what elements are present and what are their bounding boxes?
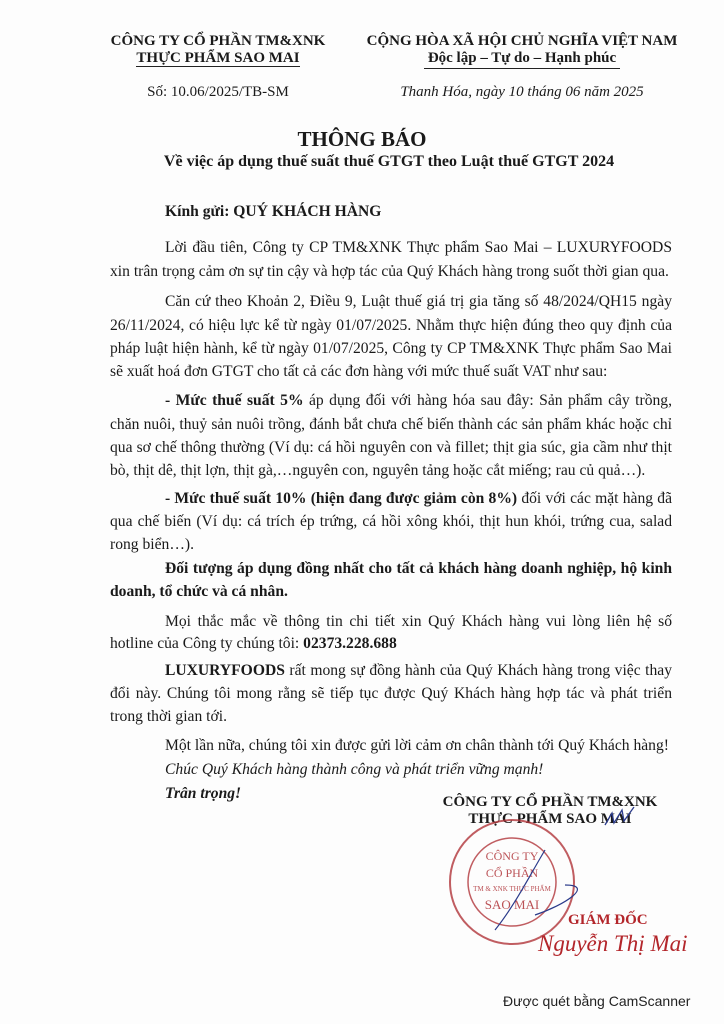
company-stamp bbox=[445, 815, 580, 950]
company-line2-text: THỰC PHẨM SAO MAI bbox=[136, 50, 300, 66]
stamp-text: TM & XNK THỰC PHẨM bbox=[473, 885, 551, 893]
paragraph-1-line: Lời đầu tiên, Công ty CP TM&XNK Thực phẩm Sao Mai – LUXURYFOODS bbox=[165, 239, 672, 256]
company-line2 bbox=[100, 50, 336, 67]
signer-position: GIÁM ĐỐC bbox=[568, 912, 648, 928]
paragraph-3-line bbox=[165, 391, 672, 411]
closing: Trân trọng! bbox=[165, 785, 242, 802]
signer-name: Nguyễn Thị Mai bbox=[538, 931, 688, 956]
paragraph-2-line: Căn cứ theo Khoản 2, Điều 9, Luật thuế giá trị gia tăng số 48/2024/QH15 ngày bbox=[165, 293, 672, 310]
paragraph-3-line: bò, thịt dê, thịt lợn, thịt gà,…nguyên con, nguyên tảng hoặc cắt miếng; rau củ quả…). bbox=[110, 462, 646, 479]
paragraph-5-line: doanh, tổ chức và cá nhân. bbox=[110, 583, 288, 600]
paragraph-7-text: rất mong sự đồng hành của Quý Khách hàng trong việc thay bbox=[284, 662, 672, 679]
salutation-recipient: QUÝ KHÁCH HÀNG bbox=[233, 203, 382, 220]
paragraph-2-line: pháp luật hiện hành, kể từ ngày 01/07/2025, Công ty CP TM&XNK Thực phẩm Sao Mai bbox=[110, 340, 672, 357]
camscanner-note: Được quét bằng CamScanner bbox=[503, 993, 691, 1009]
rate-5-label: - Mức thuế suất 5% bbox=[165, 392, 304, 409]
place-date: Thanh Hóa, ngày 10 tháng 06 năm 2025 bbox=[400, 84, 644, 100]
company-name bbox=[100, 33, 336, 67]
paragraph-2-line: 26/11/2024, có hiệu lực kể từ ngày 01/07/2025. Nhằm thực hiện đúng theo quy định của bbox=[110, 317, 672, 334]
paragraph-1-line: xin trân trọng cảm ơn sự tin cậy và hợp tác của Quý Khách hàng trong suốt thời gian qua. bbox=[110, 263, 669, 280]
paragraph-4-text: đối với các mặt hàng đã bbox=[517, 490, 672, 507]
nation-line2 bbox=[352, 50, 692, 67]
paragraph-4-line: qua chế biến (Ví dụ: cá trích ép trứng, cá hồi xông khói, thịt hun khói, trứng cua, salad bbox=[110, 513, 672, 530]
paragraph-4-line: rong biển…). bbox=[110, 536, 195, 553]
paragraph-7-line: đổi này. Chúng tôi mong rằng sẽ tiếp tục được Quý Khách hàng hợp tác và phát triển bbox=[110, 685, 672, 702]
paragraph-8: Một lần nữa, chúng tôi xin được gửi lời cảm ơn chân thành tới Quý Khách hàng! bbox=[165, 737, 669, 754]
brand-name: LUXURYFOODS bbox=[165, 662, 285, 679]
paragraph-6-text: hotline của Công ty chúng tôi: bbox=[110, 635, 304, 652]
paragraph-5-line: Đối tượng áp dụng đồng nhất cho tất cả khách hàng doanh nghiệp, hộ kinh bbox=[165, 560, 672, 577]
stamp-text: CỔ PHẦN bbox=[485, 866, 539, 880]
salutation-label: Kính gửi: bbox=[165, 203, 234, 220]
paragraph-7-line: trong thời gian tới. bbox=[110, 708, 227, 725]
document-number: Số: 10.06/2025/TB-SM bbox=[147, 84, 289, 100]
paragraph-9-wish: Chúc Quý Khách hàng thành công và phát triển vững mạnh! bbox=[165, 761, 544, 778]
document-subtitle: Về việc áp dụng thuế suất thuế GTGT theo Luật thuế GTGT 2024 bbox=[163, 153, 615, 170]
paragraph-6-line bbox=[110, 634, 672, 654]
paragraph-3-text: áp dụng đối với hàng hóa sau đây: Sản phẩm cây trồng, bbox=[303, 392, 672, 409]
paragraph-3-line: qua sơ chế thông thường (Ví dụ: cá hồi nguyên con và fillet; thịt gia súc, gia cầm như thịt bbox=[110, 439, 672, 456]
rate-10-label: - Mức thuế suất 10% (hiện đang được giảm còn 8%) bbox=[165, 490, 518, 507]
initial-mark bbox=[600, 805, 640, 830]
paragraph-2-line: sẽ xuất hoá đơn GTGT cho tất cả các đơn hàng với mức thuế suất VAT như sau: bbox=[110, 363, 608, 380]
nation-line2-text: Độc lập – Tự do – Hạnh phúc bbox=[424, 50, 620, 69]
stamp-text: SAO MAI bbox=[484, 897, 540, 912]
stamp-text: CÔNG TY bbox=[485, 849, 539, 863]
paragraph-7-line bbox=[165, 661, 672, 681]
company-line1: CÔNG TY CỔ PHẦN TM&XNK bbox=[110, 33, 326, 49]
signature-company-line2: THỰC PHẨM SAO MAI bbox=[468, 811, 632, 827]
signature-company-line1: CÔNG TY CỔ PHẦN TM&XNK bbox=[442, 794, 658, 810]
document-title: THÔNG BÁO bbox=[297, 127, 427, 151]
paragraph-4-line bbox=[165, 489, 672, 509]
nation-line1: CỘNG HÒA XÃ HỘI CHỦ NGHĨA VIỆT NAM bbox=[366, 33, 678, 49]
paragraph-3-line: chăn nuôi, thuỷ sản nuôi trồng, đánh bắt chưa chế biến thành các sản phẩm khác hoặc chỉ bbox=[110, 416, 672, 433]
hotline-number: 02373.228.688 bbox=[303, 635, 397, 652]
national-motto bbox=[352, 33, 692, 67]
paragraph-6-line: Mọi thắc mắc về thông tin chi tiết xin Quý Khách hàng vui lòng liên hệ số bbox=[165, 613, 672, 630]
salutation bbox=[165, 202, 381, 222]
